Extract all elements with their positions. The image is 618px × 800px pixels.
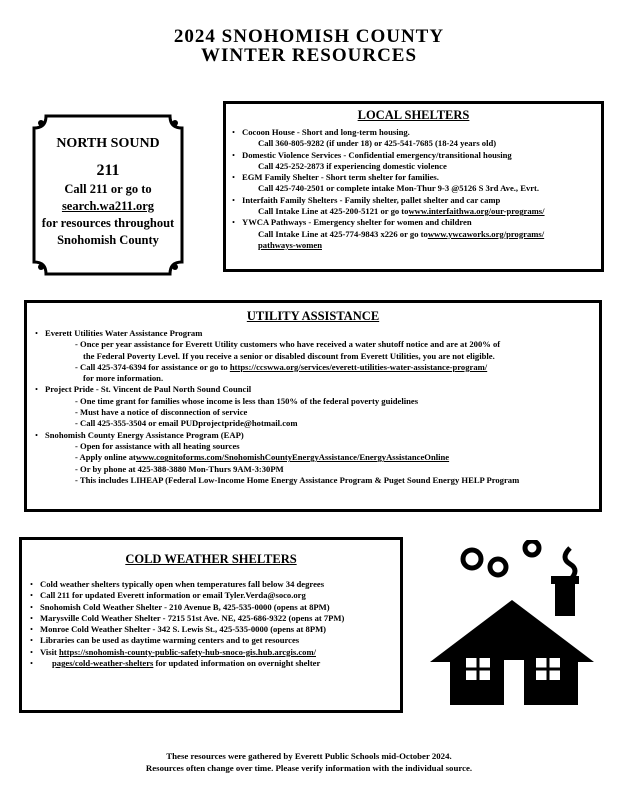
list-item: • Cold weather shelters typically open when temperatures fall below 34 degrees (30, 579, 392, 590)
list-item: • YWCA Pathways - Emergency shelter for women and children Call Intake Line at 425-774-9843 x226 or go towww.ywcaworks.org/programs/ pathways-women (232, 217, 595, 251)
page-title-line2: WINTER RESOURCES (200, 45, 418, 66)
list-item: • Domestic Violence Services - Confidential emergency/transitional housing Call 425-252-2873 if experiencing domestic violence (232, 150, 595, 173)
eap-apply-link[interactable]: www.cognitoforms.com/SnohomishCountyEnergyAssistance/EnergyAssistanceOnline (135, 452, 450, 463)
list-item-cont: • pages/cold-weather-shelters for updated information on overnight shelter (30, 658, 392, 669)
north-sound-211-number: 211 (96, 162, 120, 179)
local-shelters-list (232, 127, 595, 251)
utility-list (35, 328, 591, 339)
north-sound-line3: for resources throughout (41, 216, 175, 230)
list-item: • Monroe Cold Weather Shelter - 342 S. Lewis St., 425-535-0000 (opens at 8PM) (30, 624, 392, 635)
cold-weather-box (19, 537, 403, 713)
north-sound-line1: Call 211 or go to (64, 182, 152, 196)
local-shelters-heading: LOCAL SHELTERS (357, 108, 470, 122)
ywca-link-cont[interactable]: pathways-women (258, 239, 322, 250)
utility-assistance-box: UTILITY ASSISTANCE • Everett Utilities Water Assistance Program - Once per year assistance for Everett Utility customers who have received a water shutoff notice and are at 200% of the Federal Poverty Level. If you receive a senior or disabled discount from Everett Utilities, you are not eligible. - Call 425-374-6394 for assistance or go to https://ccswwa.org/services/everett-utilities-water-assistance-program/ for more information. • Project Pride - St. Vincent de Paul North Sound Council - One time grant for families whose income is less than 150% of the federal poverty guidelines - Must have a notice of disconnection of service - Call 425-355-3504 or email PUDprojectpride@hotmail.com • Snohomish County Energy Assistance Program (EAP) - Open for assistance with all heating sources - Apply online atwww.cognitoforms.com/SnohomishCountyEnergyAssistance/EnergyAssistanceOnline - Or by phone at 425-388-3880 Mon-Thurs 9AM-3:30PM - This includes LIHEAP (Federal Low-Income Home Energy Assistance Program & Puget Sound Energy HELP Program (24, 300, 602, 512)
list-item: • Interfaith Family Shelters - Family shelter, pallet shelter and car camp Call Intake Line at 425-200-5121 or go towww.interfaithwa.org/our-programs/ (232, 195, 595, 218)
utility-heading: UTILITY ASSISTANCE (246, 309, 380, 323)
everett-utilities-link[interactable]: https://ccswwa.org/services/everett-utilities-water-assistance-program/ (229, 361, 488, 372)
cold-weather-heading: COLD WEATHER SHELTERS (125, 552, 297, 566)
list-item: • Marysville Cold Weather Shelter - 7215 51st Ave. NE, 425-686-9322 (opens at 7PM) (30, 613, 392, 624)
list-item: • EGM Family Shelter - Short term shelter for families. Call 425-740-2501 or complete intake Mon-Thur 9-3 @5126 S 3rd Ave., Evrt. (232, 172, 595, 195)
house-with-chimney-smoke-icon (420, 540, 605, 710)
list-item: • Everett Utilities Water Assistance Program (35, 328, 591, 339)
list-item: • Project Pride - St. Vincent de Paul North Sound Council (35, 384, 591, 395)
list-item: • Call 211 for updated Everett information or email Tyler.Verda@soco.org (30, 590, 392, 601)
list-item: • Cocoon House - Short and long-term housing. Call 360-805-9282 (if under 18) or 425-541-7685 (18-24 years old) (232, 127, 595, 150)
list-item: • Snohomish County Energy Assistance Program (EAP) (35, 430, 591, 441)
ywca-link[interactable]: www.ywcaworks.org/programs/ (427, 228, 545, 239)
north-sound-line4: Snohomish County (57, 233, 159, 247)
search-wa211-link[interactable]: search.wa211.org (61, 199, 155, 213)
cold-weather-page-link[interactable]: pages/cold-weather-shelters (52, 658, 154, 669)
footer-line1: These resources were gathered by Everett Public Schools mid-October 2024. (166, 751, 452, 761)
interfaith-link[interactable]: www.interfaithwa.org/our-programs/ (408, 206, 545, 217)
list-item: • Visit https://snohomish-county-public-safety-hub-snoco-gis.hub.arcgis.com/ (30, 647, 392, 658)
page-title-line1: 2024 SNOHOMISH COUNTY (173, 26, 445, 47)
cold-weather-hub-link[interactable]: https://snohomish-county-public-safety-hub-snoco-gis.hub.arcgis.com/ (59, 646, 317, 657)
north-sound-title: NORTH SOUND (56, 136, 160, 151)
list-item: • Snohomish Cold Weather Shelter - 210 Avenue B, 425-535-0000 (opens at 8PM) (30, 602, 392, 613)
local-shelters-box (223, 101, 604, 272)
cold-weather-list (30, 579, 392, 669)
list-item: • Libraries can be used as daytime warming centers and to get resources (30, 635, 392, 646)
footer-line2: Resources often change over time. Please verify information with the individual source. (145, 763, 473, 773)
north-sound-211-frame (28, 110, 188, 280)
